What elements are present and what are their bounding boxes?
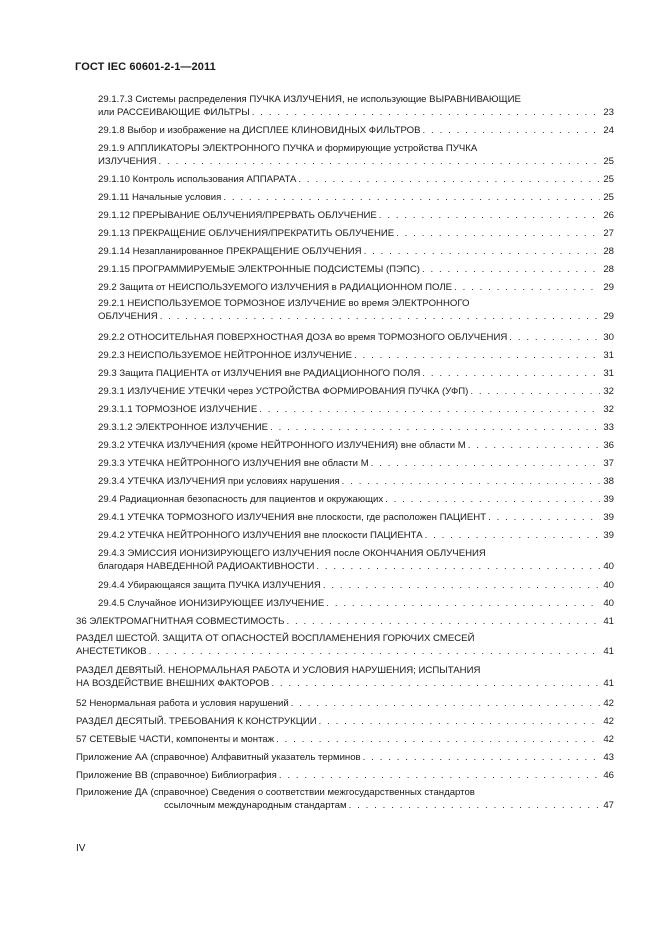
leader-dots [349,799,600,812]
toc-entry-title-cont: ссылочным международным стандартам [164,800,347,811]
toc-entry[interactable] [76,733,614,746]
toc-entry[interactable] [98,511,614,524]
leader-dots [270,421,600,434]
leader-dots [423,124,600,137]
toc-entry-title: РАЗДЕЛ ДЕСЯТЫЙ. ТРЕБОВАНИЯ К КОНСТРУКЦИИ [76,716,317,727]
toc-entry-title: 29.3.1.1 ТОРМОЗНОЕ ИЗЛУЧЕНИЕ [98,404,258,415]
toc-entry[interactable] [98,403,614,416]
toc-entry[interactable] [98,124,614,137]
toc-entry[interactable] [76,715,614,728]
toc-page-number: 41 [603,646,614,657]
toc-page-number: 25 [603,174,614,185]
toc-page-number: 33 [603,422,614,433]
toc-entry[interactable] [98,173,614,186]
toc-entry-title: 29.1.15 ПРОГРАММИРУЕМЫЕ ЭЛЕКТРОННЫЕ ПОДСИСТЕМЫ (ПЭПС) [98,264,420,275]
toc-entry-title: 29.4.5 Случайное ИОНИЗИРУЮЩЕЕ ИЗЛУЧЕНИЕ [98,598,325,609]
toc-entry-title-cont: благодаря НАВЕДЕННОЙ РАДИОАКТИВНОСТИ [98,561,315,572]
toc-entry[interactable] [98,579,614,592]
leader-dots [342,475,600,488]
toc-entry-title: 29.3 Защита ПАЦИЕНТА от ИЗЛУЧЕНИЯ вне РАДИАЦИОННОГО ПОЛЯ [98,368,421,379]
toc-entry-title: 29.1.7.3 Системы распределения ПУЧКА ИЗЛУЧЕНИЯ, не использующие ВЫРАВНИВАЮЩИЕ [98,94,521,105]
toc-page-number: 24 [603,125,614,136]
leader-dots [286,615,600,628]
leader-dots [385,493,600,506]
leader-dots [396,227,600,240]
toc-entry[interactable] [98,547,614,573]
toc-entry[interactable] [98,263,614,276]
toc-entry[interactable] [98,227,614,240]
toc-page-number: 29 [603,282,614,293]
toc-entry[interactable] [98,297,614,323]
toc-page-number: 40 [603,580,614,591]
toc-entry-title: 29.2 Защита от НЕИСПОЛЬЗУЕМОГО ИЗЛУЧЕНИЯ в РАДИАЦИОННОМ ПОЛЕ [98,282,453,293]
toc-entry-title: РАЗДЕЛ ДЕВЯТЫЙ. НЕНОРМАЛЬНАЯ РАБОТА И УСЛОВИЯ НАРУШЕНИЯ; ИСПЫТАНИЯ [76,665,481,676]
toc-entry-title: 29.3.3 УТЕЧКА НЕЙТРОННОГО ИЗЛУЧЕНИЯ вне области М [98,458,369,469]
toc-entry[interactable] [98,191,614,204]
toc-entry-title: 29.1.10 Контроль использования АППАРАТА [98,174,297,185]
toc-page-number: 39 [603,512,614,523]
toc-page-number: 43 [603,752,614,763]
toc-entry-title: 29.1.8 Выбор и изображение на ДИСПЛЕЕ КЛИНОВИДНЫХ ФИЛЬТРОВ [98,125,421,136]
toc-entry[interactable] [98,385,614,398]
leader-dots [371,457,600,470]
toc-entry[interactable] [98,475,614,488]
toc-page-number: 42 [603,716,614,727]
toc-entry[interactable] [98,93,614,119]
leader-dots [425,529,600,542]
leader-dots [468,439,600,452]
toc-entry[interactable] [98,281,614,294]
toc-entry[interactable] [76,769,614,782]
toc-entry-title: 29.2.2 ОТНОСИТЕЛЬНАЯ ПОВЕРХНОСТНАЯ ДОЗА во время ТОРМОЗНОГО ОБЛУЧЕНИЯ [98,332,508,343]
toc-page-number: 30 [603,332,614,343]
toc-page-number: 27 [603,228,614,239]
leader-dots [323,579,600,592]
toc-entry-title-cont: НА ВОЗДЕЙСТВИЕ ВНЕШНИХ ФАКТОРОВ [76,678,270,689]
leader-dots [354,349,600,362]
toc-page-number: 42 [603,698,614,709]
toc-entry-title: 29.1.14 Незапланированное ПРЕКРАЩЕНИЕ ОБЛУЧЕНИЯ [98,246,362,257]
toc-entry-title: 52 Ненормальная работа и условия нарушений [76,698,289,709]
toc-entry-title: Приложение ДА (справочное) Сведения о соответствии межгосударственных стандартов [76,787,475,798]
toc-entry[interactable] [98,457,614,470]
leader-dots [149,645,600,658]
toc-page-number: 39 [603,530,614,541]
toc-page-number: 41 [603,616,614,627]
toc-page-number: 42 [603,734,614,745]
toc-entry-title: 29.2.1 НЕИСПОЛЬЗУЕМОЕ ТОРМОЗНОЕ ИЗЛУЧЕНИЕ во время ЭЛЕКТРОННОГО [98,298,470,309]
toc-entry[interactable] [76,664,614,690]
leader-dots [326,597,600,610]
toc-entry-title: 29.1.11 Начальные условия [98,192,222,203]
toc-entry-title: 29.4 Радиационная безопасность для пациентов и окружающих [98,494,384,505]
toc-page-number: 38 [603,476,614,487]
leader-dots [291,697,600,710]
toc-entry-title: Приложение АА (справочное) Алфавитный указатель терминов [76,752,361,763]
toc-entry[interactable] [98,209,614,222]
toc-page-number: 28 [603,246,614,257]
toc-page-number: 37 [603,458,614,469]
toc-page-number: 36 [603,440,614,451]
toc-entry[interactable] [76,632,614,658]
toc-entry[interactable] [98,331,614,344]
toc-entry[interactable] [76,751,614,764]
toc-page-number: 29 [603,311,614,322]
toc-entry-title: 36 ЭЛЕКТРОМАГНИТНАЯ СОВМЕСТИМОСТЬ [76,616,285,627]
toc-page-number: 32 [603,386,614,397]
leader-dots [316,560,600,573]
toc-entry-title: 29.4.1 УТЕЧКА ТОРМОЗНОГО ИЗЛУЧЕНИЯ вне плоскости, где расположен ПАЦИЕНТ [98,512,487,523]
page-number: IV [76,843,86,854]
toc-entry[interactable] [98,597,614,610]
toc-page-number: 26 [603,210,614,221]
toc-page-number: 40 [603,561,614,572]
toc-entry[interactable] [76,786,614,812]
toc-entry-title: 29.2.3 НЕИСПОЛЬЗУЕМОЕ НЕЙТРОННОЕ ИЗЛУЧЕНИЕ [98,350,353,361]
toc-page-number: 40 [603,598,614,609]
toc-entry-title: 29.4.4 Убирающаяся защита ПУЧКА ИЗЛУЧЕНИЯ [98,580,321,591]
toc-entry[interactable] [98,439,614,452]
leader-dots [363,751,600,764]
toc-entry-title: 29.1.13 ПРЕКРАЩЕНИЕ ОБЛУЧЕНИЯ/ПРЕКРАТИТЬ ОБЛУЧЕНИЕ [98,228,395,239]
toc-page-number: 25 [603,156,614,167]
toc-entry-title: РАЗДЕЛ ШЕСТОЙ. ЗАЩИТА ОТ ОПАСНОСТЕЙ ВОСПЛАМЕНЕНИЯ ГОРЮЧИХ СМЕСЕЙ [76,633,475,644]
leader-dots [160,310,600,323]
toc-entry[interactable] [98,421,614,434]
toc-entry-title-cont: АНЕСТЕТИКОВ [76,646,147,657]
toc-entry-title: 29.3.1 ИЗЛУЧЕНИЕ УТЕЧКИ через УСТРОЙСТВА ФОРМИРОВАНИЯ ПУЧКА (УФП) [98,386,469,397]
toc-entry-title: 29.1.9 АППЛИКАТОРЫ ЭЛЕКТРОННОГО ПУЧКА и формирующие устройства ПУЧКА [98,143,478,154]
toc-entry[interactable] [98,349,614,362]
toc-entry-title: 29.3.4 УТЕЧКА ИЗЛУЧЕНИЯ при условиях нарушения [98,476,340,487]
toc-entry-title-cont: или РАССЕИВАЮЩИЕ ФИЛЬТРЫ [98,107,250,118]
toc-page-number: 46 [603,770,614,781]
toc-page-number: 39 [603,494,614,505]
leader-dots [319,715,600,728]
leader-dots [470,385,600,398]
toc-entry-title: 29.4.2 УТЕЧКА НЕЙТРОННОГО ИЗЛУЧЕНИЯ вне плоскости ПАЦИЕНТА [98,530,423,541]
leader-dots [488,511,600,524]
leader-dots [223,191,600,204]
toc-page-number: 31 [603,368,614,379]
toc-entry-title: 29.3.1.2 ЭЛЕКТРОННОЕ ИЗЛУЧЕНИЕ [98,422,269,433]
toc-page-number: 31 [603,350,614,361]
leader-dots [259,403,600,416]
leader-dots [364,245,600,258]
leader-dots [271,677,600,690]
toc-entry[interactable] [76,615,614,628]
toc-entry[interactable] [98,493,614,506]
leader-dots [298,173,600,186]
leader-dots [159,155,600,168]
toc-page-number: 28 [603,264,614,275]
toc-entry[interactable] [98,529,614,542]
leader-dots [422,263,600,276]
toc-page-number: 32 [603,404,614,415]
leader-dots [379,209,600,222]
leader-dots [509,331,600,344]
toc-page-number: 47 [603,800,614,811]
toc-page-number: 41 [603,678,614,689]
toc-entry-title: 29.1.12 ПРЕРЫВАНИЕ ОБЛУЧЕНИЯ/ПРЕРВАТЬ ОБЛУЧЕНИЕ [98,210,377,221]
leader-dots [454,281,600,294]
toc-entry-title: Приложение ВВ (справочное) Библиография [76,770,277,781]
document-header: ГОСТ IEC 60601-2-1—2011 [75,61,216,73]
toc-entry[interactable] [98,367,614,380]
leader-dots [276,733,600,746]
toc-entry-title-cont: ОБЛУЧЕНИЯ [98,311,158,322]
leader-dots [279,769,600,782]
toc-entry[interactable] [98,142,614,168]
leader-dots [422,367,600,380]
toc-entry[interactable] [98,245,614,258]
toc-page-number: 23 [603,107,614,118]
toc-entry-title: 29.4.3 ЭМИССИЯ ИОНИЗИРУЮЩЕГО ИЗЛУЧЕНИЯ после ОКОНЧАНИЯ ОБЛУЧЕНИЯ [98,548,486,559]
toc-entry[interactable] [76,697,614,710]
toc-entry-title: 29.3.2 УТЕЧКА ИЗЛУЧЕНИЯ (кроме НЕЙТРОННОГО ИЗЛУЧЕНИЯ) вне области М [98,440,466,451]
toc-entry-title: 57 СЕТЕВЫЕ ЧАСТИ, компоненты и монтаж [76,734,275,745]
leader-dots [252,106,600,119]
toc-entry-title-cont: ИЗЛУЧЕНИЯ [98,156,157,167]
toc-page-number: 25 [603,192,614,203]
